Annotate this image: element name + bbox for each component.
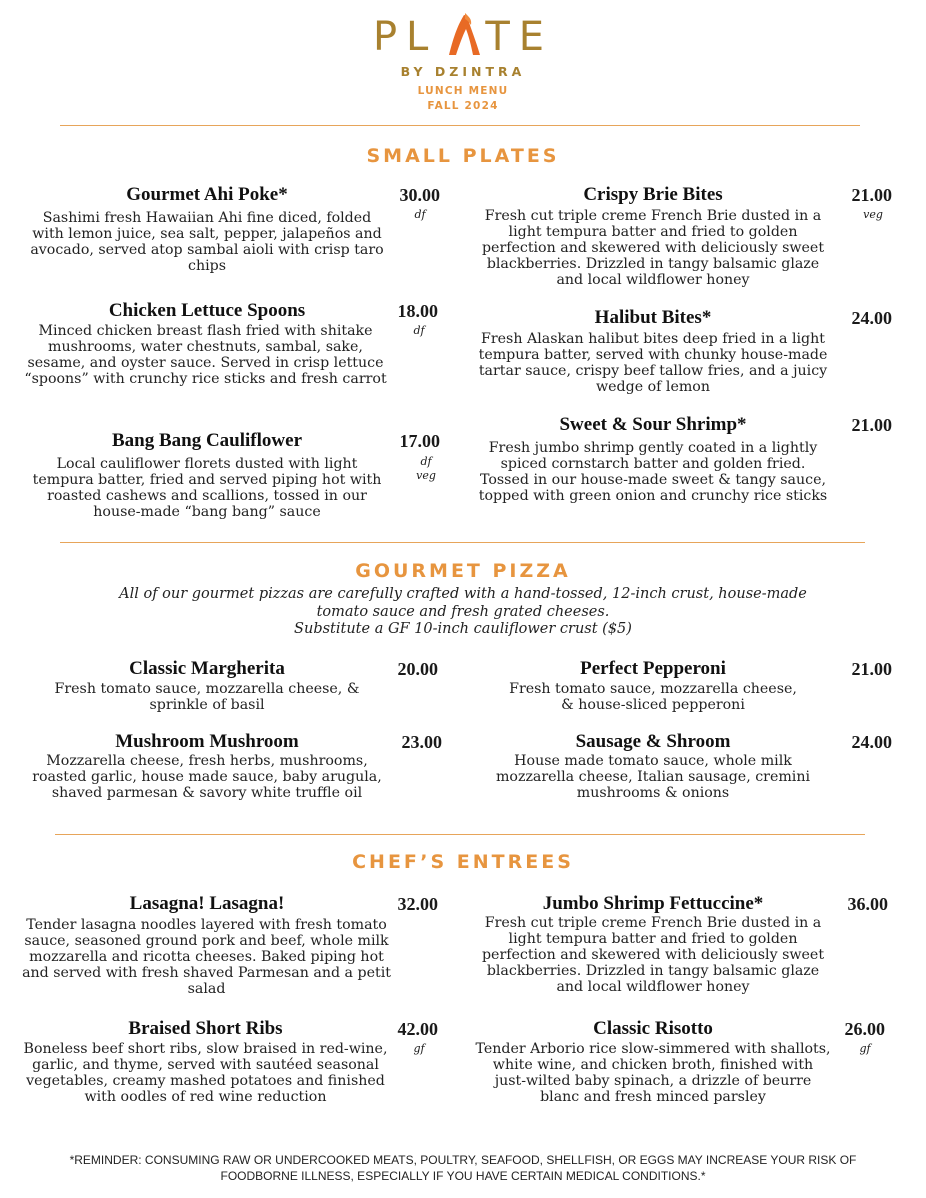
- dietary-tag-text: df veg: [416, 455, 436, 482]
- dietary-tag: [406, 455, 446, 483]
- item-name: Classic Margherita: [129, 658, 285, 679]
- item-price: 21.00: [851, 659, 892, 679]
- item-name: Sweet & Sour Shrimp*: [559, 414, 747, 435]
- item-price: 21.00: [851, 415, 892, 435]
- menu-season: FALL 2024: [427, 100, 499, 112]
- logo-text-left: PL: [372, 14, 438, 60]
- item-name: Crispy Brie Bites: [583, 184, 723, 205]
- logo-text-right: TE: [485, 14, 554, 60]
- pizza-intro-text: All of our gourmet pizzas are carefully crafted with a hand-tossed, 12-inch crust, house-made tomato sauce and fresh grated cheeses.: [119, 586, 807, 620]
- item-price: 24.00: [851, 732, 892, 752]
- food-safety-disclaimer: *REMINDER: CONSUMING RAW OR UNDERCOOKED MEATS, POULTRY, SEAFOOD, SHELLFISH, OR EGGS MAY INCREASE YOUR RISK OF FOODBORNE ILLNESS, ESPECIALLY IF YOU HAVE CERTAIN MEDICAL CONDITIONS.*: [69, 1153, 857, 1183]
- item-name: Classic Risotto: [593, 1018, 713, 1039]
- item-name: Mushroom Mushroom: [115, 731, 299, 752]
- logo-flame-a: [444, 13, 484, 61]
- item-price: 36.00: [847, 894, 888, 914]
- item-description: Boneless beef short ribs, slow braised in red-wine, garlic, and thyme, served with sautéed seasonal vegetables, creamy mashed potatoes and finished with oodles of red wine reduction: [23, 1041, 388, 1105]
- item-name: Gourmet Ahi Poke*: [126, 184, 288, 205]
- header-divider: [60, 125, 860, 126]
- item-price: 23.00: [401, 732, 442, 752]
- item-description: Tender Arborio rice slow-simmered with shallots, white wine, and chicken broth, finished with just-wilted baby spinach, a drizzle of beurre blanc and fresh minced parsley: [475, 1041, 831, 1105]
- dietary-tag: gf: [413, 1042, 425, 1055]
- item-name: Jumbo Shrimp Fettuccine*: [542, 893, 764, 914]
- logo-subtitle: BY DZINTRA: [400, 64, 526, 79]
- menu-title: LUNCH MENU: [417, 85, 509, 97]
- item-name: Braised Short Ribs: [128, 1018, 283, 1039]
- section-title-chefs-entrees: CHEF’S ENTREES: [352, 851, 574, 873]
- item-description: Fresh Alaskan halibut bites deep fried in a light tempura batter, served with chunky house-made tartar sauce, crispy beef tallow fries, and a juicy wedge of lemon: [478, 331, 828, 395]
- pizza-substitute-note: Substitute a GF 10-inch cauliflower crust ($5): [294, 621, 632, 637]
- item-name: Halibut Bites*: [594, 307, 712, 328]
- section-divider: [55, 834, 865, 835]
- item-description: Fresh tomato sauce, mozzarella cheese, & house-sliced pepperoni: [509, 681, 797, 713]
- item-name: Perfect Pepperoni: [580, 658, 726, 679]
- item-description: Fresh cut triple creme French Brie dusted in a light tempura batter and fried to golden perfection and skewered with deliciously sweet blackberries. Drizzled in tangy balsamic glaze and local wildflower honey: [481, 208, 825, 288]
- item-price: 18.00: [397, 301, 438, 321]
- item-price: 30.00: [399, 185, 440, 205]
- section-divider: [60, 542, 865, 543]
- dietary-tag: df: [414, 208, 426, 221]
- item-price: 17.00: [399, 431, 440, 451]
- item-description: Fresh cut triple creme French Brie dusted in a light tempura batter and fried to golden perfection and skewered with deliciously sweet blackberries. Drizzled in tangy balsamic glaze and local wildflower honey: [481, 915, 825, 995]
- item-price: 42.00: [397, 1019, 438, 1039]
- item-price: 21.00: [851, 185, 892, 205]
- section-title-gourmet-pizza: GOURMET PIZZA: [355, 560, 571, 582]
- item-name: Lasagna! Lasagna!: [129, 893, 285, 914]
- item-description: House made tomato sauce, whole milk mozzarella cheese, Italian sausage, cremini mushrooms & onions: [495, 753, 811, 801]
- flame-a-icon: [444, 13, 484, 57]
- dietary-tag: veg: [863, 208, 883, 221]
- item-description: Mozzarella cheese, fresh herbs, mushrooms, roasted garlic, house made sauce, baby arugula, shaved parmesan & savory white truffle oil: [32, 753, 382, 801]
- item-name: Sausage & Shroom: [575, 731, 731, 752]
- item-name: Bang Bang Cauliflower: [111, 430, 303, 451]
- item-price: 24.00: [851, 308, 892, 328]
- dietary-tag: gf: [859, 1042, 871, 1055]
- item-description: Tender lasagna noodles layered with fresh tomato sauce, seasoned ground pork and beef, whole milk mozzarella and ricotta cheeses. Baked piping hot and served with fresh shaved Parmesan and a petit salad: [22, 917, 391, 997]
- item-description: Local cauliflower florets dusted with light tempura batter, fried and served piping hot with roasted cashews and scallions, tossed in our house-made “bang bang” sauce: [32, 456, 382, 520]
- item-description: Fresh tomato sauce, mozzarella cheese, & sprinkle of basil: [54, 681, 360, 713]
- section-title-small-plates: SMALL PLATES: [366, 145, 560, 167]
- dietary-tag: df: [413, 324, 425, 337]
- item-description: Minced chicken breast flash fried with shitake mushrooms, water chestnuts, sambal, sake, sesame, and oyster sauce. Served in crisp lettuce “spoons” with crunchy rice sticks and fresh carrot: [24, 323, 387, 387]
- item-price: 26.00: [844, 1019, 885, 1039]
- item-name: Chicken Lettuce Spoons: [108, 300, 306, 321]
- item-description: Fresh jumbo shrimp gently coated in a lightly spiced cornstarch batter and golden fried. Tossed in our house-made sweet & tangy sauce, topped with green onion and crunchy rice sticks: [478, 440, 828, 504]
- item-price: 32.00: [397, 894, 438, 914]
- item-description: Sashimi fresh Hawaiian Ahi fine diced, folded with lemon juice, sea salt, pepper, jalapeños and avocado, served atop sambal aioli with crisp taro chips: [30, 210, 384, 274]
- item-price: 20.00: [397, 659, 438, 679]
